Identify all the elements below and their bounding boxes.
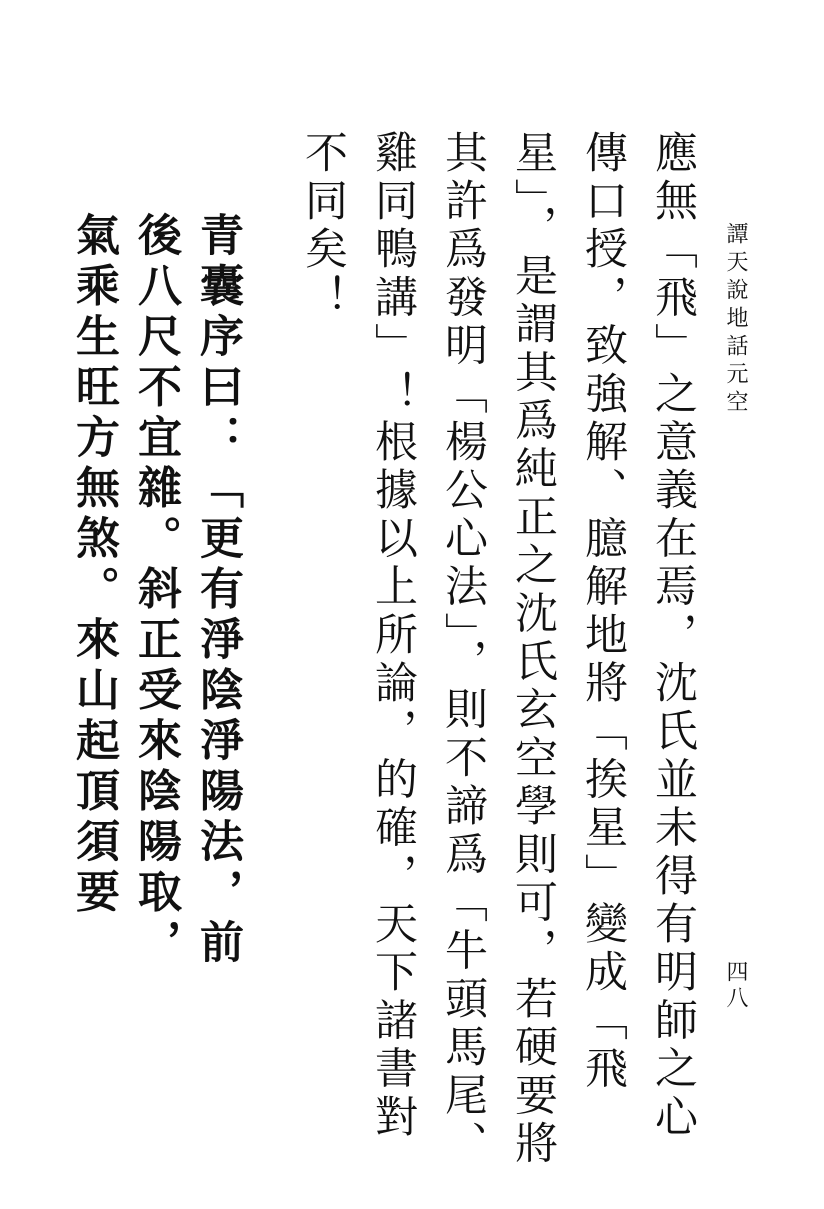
- main-paragraph: 應無「飛」之意義在焉，沈氏並未得有明師之心傳口授，致強解、臆解地將「挨星」變成「飛星」，是謂其爲純正之沈氏玄空學則可，若硬要將其許爲發明「楊公心法」，則不諦爲「牛頭馬尾、雞同鴨講」！根據以上所論，的確，天下諸書對不同矣！: [298, 130, 698, 1169]
- running-title: 譚天說地話元空: [723, 222, 748, 418]
- quote-paragraph: 青囊序曰：「更有淨陰淨陽法，前後八尺不宜雜。斜正受來陰陽取，氣乘生旺方無煞。來山起頂須要: [68, 212, 243, 970]
- page-number: 四八: [723, 960, 748, 1012]
